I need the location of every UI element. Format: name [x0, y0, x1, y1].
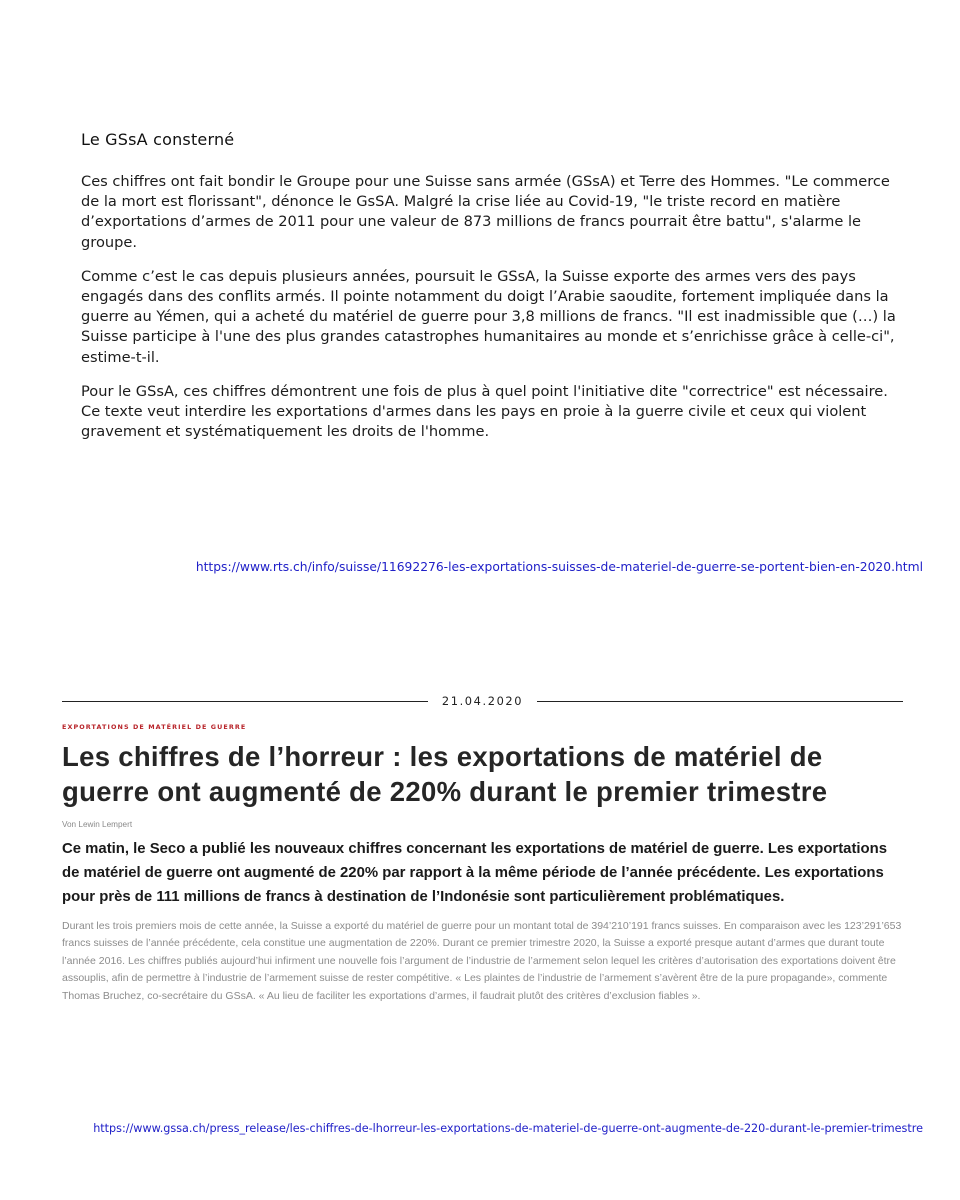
divider-line-right [537, 701, 903, 702]
article-title: Les chiffres de l’horreur : les exportations de matériel de guerre ont augmenté de 220% durant le premier trimestre [62, 741, 828, 807]
divider-line-left [62, 701, 428, 702]
gssa-press-release [62, 723, 903, 1005]
rts-paragraph-2: Comme c’est le cas depuis plusieurs années, poursuit le GSsA, la Suisse exporte des armes vers des pays engagés dans des conflits armés. Il pointe notamment du doigt l’Arabie saoudite, fortement impliquée dans la guerre au Yémen, qui a acheté du matériel de guerre pour 3,8 millions de francs. "Il est inadmissible que (…) la Suisse participe à l'une des plus grandes catastrophes humanitaires au monde et s’enrichisse grâce à celle-ci", estime-t-il. [81, 267, 896, 366]
rts-paragraph-1: Ces chiffres ont fait bondir le Groupe pour une Suisse sans armée (GSsA) et Terre des Hommes. "Le commerce de la mort est florissant", dénonce le GsSA. Malgré la crise liée au Covid-19, "le triste record en matière d’exportations d’armes de 2011 pour une valeur de 873 millions de francs pourrait être battu", s'alarme le groupe. [81, 173, 890, 251]
article-body: Durant les trois premiers mois de cette année, la Suisse a exporté du matériel de guerre pour un montant total de 394’210’191 francs suisses. En comparaison avec les 123’291’653 francs suisses de l’année précédente, cela constitue une augmentation de 220%. Durant ce premier trimestre 2020, la Suisse a exporté presque autant d’armes que durant toute l’année 2016. Les chiffres publiés aujourd’hui infirment une nouvelle fois l’argument de l’industrie de l’armement selon lequel les critères d’autorisation des exportations doivent être assouplis, afin de permettre à l’industrie de l’armement suisse de rester compétitive. « Les plaintes de l’industrie de l’armement s’avèrent être de la pure propagande», commente Thomas Bruchez, co-secrétaire du GSsA. « Au lieu de faciliter les exportations d’armes, il faudrait plutôt des critères d’exclusion fiables ». [62, 920, 902, 1002]
category-label: EXPORTATIONS DE MATÉRIEL DE GUERRE [62, 723, 247, 731]
article-lead: Ce matin, le Seco a publié les nouveaux chiffres concernant les exportations de matériel de guerre. Les exportations de matériel de guerre ont augmenté de 220% par rapport à la même période de l’année précédente. Les exportations pour près de 111 millions de francs à destination de l’Indonésie sont particulièrement problématiques. [62, 841, 888, 905]
rts-source-link[interactable]: https://www.rts.ch/info/suisse/11692276-les-exportations-suisses-de-materiel-de-guerre-se-portent-bien-en-2020.html [195, 560, 923, 574]
author-byline: Von Lewin Lempert [62, 820, 133, 829]
rts-paragraph-3: Pour le GSsA, ces chiffres démontrent une fois de plus à quel point l'initiative dite "correctrice" est nécessaire. Ce texte veut interdire les exportations d'armes dans les pays en proie à la guerre civile et ceux qui violent gravement et systématiquement les droits de l'homme. [81, 382, 888, 441]
publication-date: 21.04.2020 [441, 694, 524, 708]
date-divider [62, 692, 903, 710]
rts-article-excerpt [81, 130, 901, 456]
rts-section-heading: Le GSsA consterné [81, 130, 235, 149]
gssa-source-link[interactable]: https://www.gssa.ch/press_release/les-chiffres-de-lhorreur-les-exportations-de-materiel-de-guerre-ont-augmente-de-220-durant-le-premier-trimestre [93, 1122, 923, 1135]
